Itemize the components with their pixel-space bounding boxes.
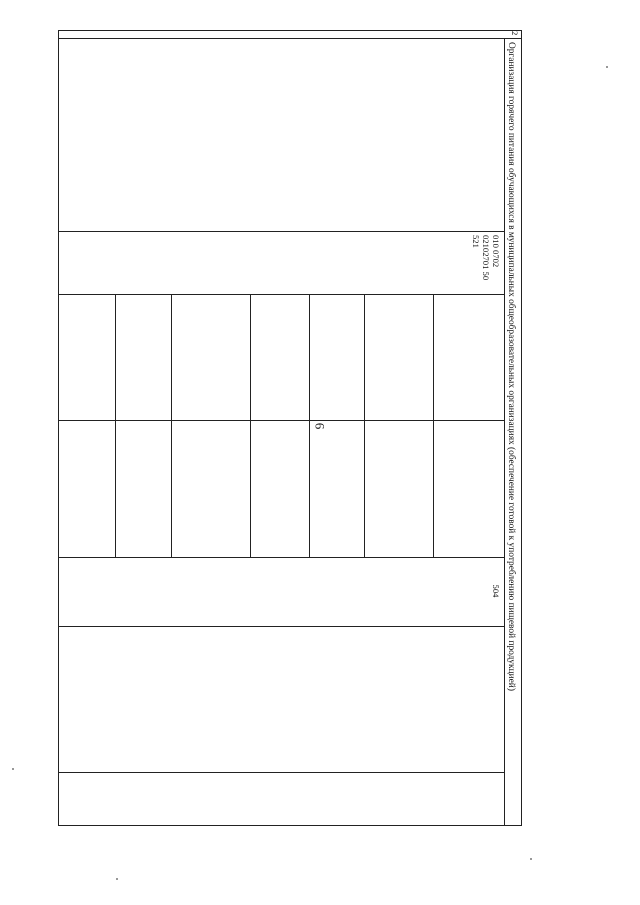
row-divider xyxy=(171,294,172,557)
row-number: 2 xyxy=(510,31,520,36)
table-border xyxy=(58,30,522,31)
section-caption: Организация горячего питания обучающихся в муниципальных общеобразовательных организациях (обеспечение готовой к употреблению пищевой продукцией) xyxy=(506,42,516,691)
row-divider xyxy=(433,294,434,557)
distribution-table xyxy=(58,30,522,826)
table-border xyxy=(58,30,59,826)
row-divider xyxy=(504,38,505,826)
value-code: 504 xyxy=(491,584,501,598)
column-divider xyxy=(58,294,505,295)
column-divider xyxy=(58,420,505,421)
page-number: 6 xyxy=(312,422,328,430)
scan-speck xyxy=(606,66,608,68)
column-divider xyxy=(58,626,505,627)
legal-basis xyxy=(63,42,501,228)
table-border xyxy=(521,30,522,826)
scan-speck xyxy=(530,858,532,860)
row-divider xyxy=(250,294,251,557)
column-divider xyxy=(58,772,505,773)
table-border xyxy=(58,825,522,826)
row-divider xyxy=(115,294,116,557)
budget-code: 010 0702 02102701 50 521 xyxy=(470,235,501,281)
row-divider xyxy=(309,294,310,557)
column-divider xyxy=(58,231,505,232)
row-divider xyxy=(364,294,365,557)
column-divider xyxy=(58,38,522,39)
scan-speck xyxy=(12,768,14,770)
column-divider xyxy=(58,557,505,558)
scan-speck xyxy=(116,878,118,880)
